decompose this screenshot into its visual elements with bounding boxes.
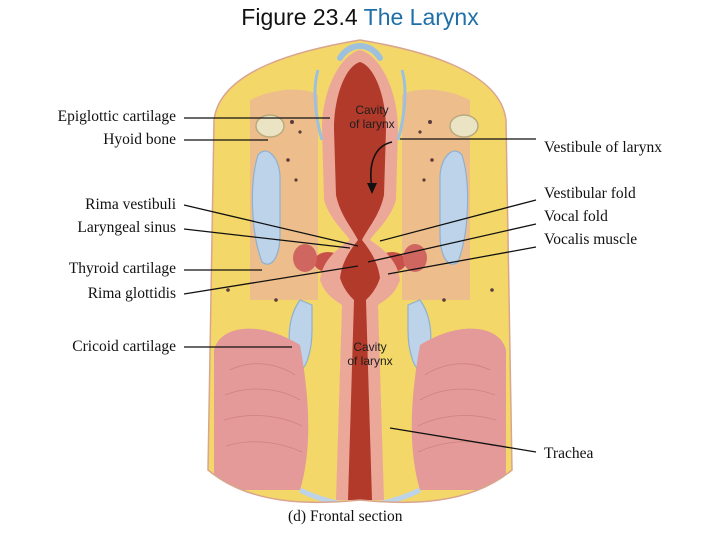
label-cricoid-cartilage: Cricoid cartilage bbox=[72, 338, 176, 355]
label-rima-glottidis: Rima glottidis bbox=[87, 285, 176, 302]
figure-title-name: The Larynx bbox=[363, 4, 479, 30]
label-vocalis-muscle: Vocalis muscle bbox=[544, 231, 638, 248]
label-vestibule-of-larynx: Vestibule of larynx bbox=[544, 139, 662, 156]
label-cavity-lower-line2: of larynx bbox=[347, 354, 393, 368]
hyoid-bone-right bbox=[450, 115, 478, 137]
label-trachea: Trachea bbox=[544, 445, 594, 462]
label-thyroid-cartilage: Thyroid cartilage bbox=[68, 260, 176, 277]
label-cavity-lower bbox=[328, 340, 412, 368]
figure-caption: (d) Frontal section bbox=[288, 508, 403, 525]
label-hyoid-bone: Hyoid bone bbox=[103, 131, 176, 148]
figure-title-number: Figure 23.4 bbox=[241, 4, 358, 30]
label-rima-vestibuli: Rima vestibuli bbox=[85, 196, 176, 213]
label-cavity-upper bbox=[330, 103, 414, 131]
label-cavity-upper-line2: of larynx bbox=[349, 117, 395, 131]
label-vestibular-fold: Vestibular fold bbox=[544, 185, 636, 202]
label-cavity-lower-line1: Cavity bbox=[353, 340, 387, 354]
label-laryngeal-sinus: Laryngeal sinus bbox=[77, 219, 176, 236]
label-cavity-upper-line1: Cavity bbox=[355, 103, 389, 117]
label-epiglottic-cartilage: Epiglottic cartilage bbox=[57, 108, 176, 125]
label-vocal-fold: Vocal fold bbox=[544, 208, 608, 225]
